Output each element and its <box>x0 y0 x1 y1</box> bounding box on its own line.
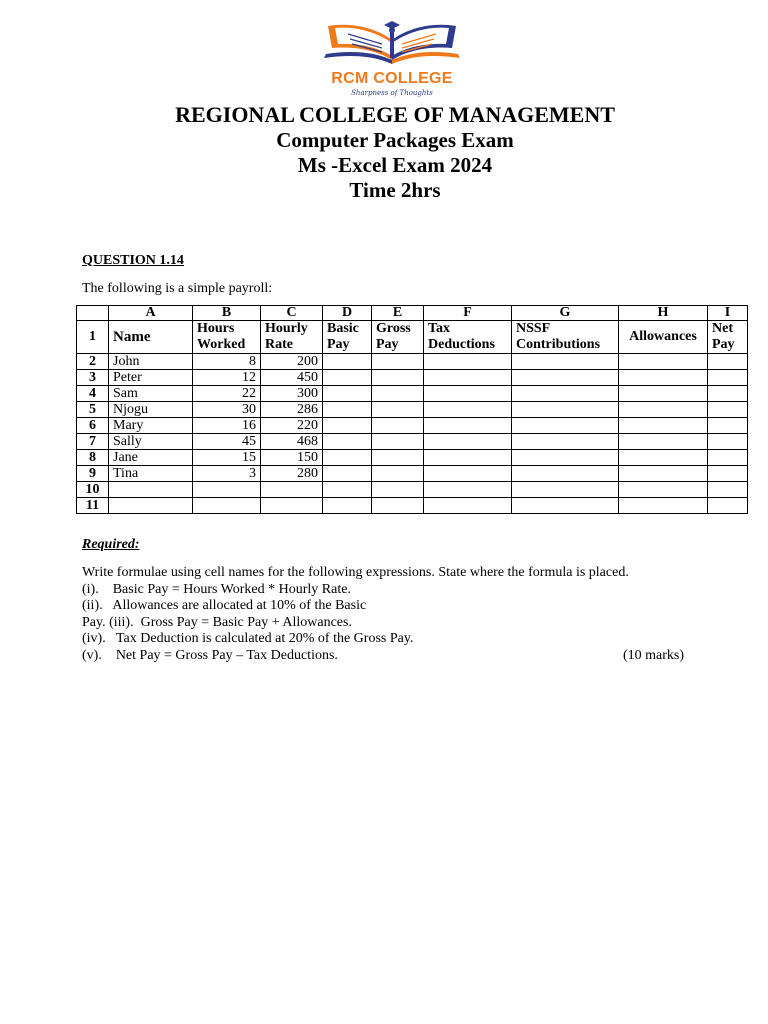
empty-cell <box>708 386 748 402</box>
rate-cell <box>261 498 323 514</box>
instruction-item-text: (v). Net Pay = Gross Pay – Tax Deductions. <box>82 647 338 663</box>
hours-cell: 16 <box>193 418 261 434</box>
table-row <box>77 450 748 466</box>
empty-cell <box>323 402 372 418</box>
empty-cell <box>619 482 708 498</box>
column-header: Net Pay <box>708 321 748 354</box>
instruction-item: (iv). Tax Deduction is calculated at 20% of the Gross Pay. <box>82 631 414 646</box>
table-row <box>77 498 748 514</box>
marks-label: (10 marks) <box>622 647 684 663</box>
instructions-lead: Write formulae using cell names for the following expressions. State where the formula is placed. <box>82 565 629 580</box>
empty-cell <box>512 402 619 418</box>
empty-cell <box>372 466 424 482</box>
table-row <box>77 482 748 498</box>
empty-cell <box>708 466 748 482</box>
row-number: 11 <box>77 498 109 514</box>
column-letter: I <box>708 306 748 321</box>
rate-cell: 220 <box>261 418 323 434</box>
table-row <box>77 354 748 370</box>
empty-cell <box>619 402 708 418</box>
empty-cell <box>512 434 619 450</box>
rate-cell: 300 <box>261 386 323 402</box>
empty-cell <box>619 434 708 450</box>
table-row <box>77 466 748 482</box>
empty-cell <box>619 466 708 482</box>
name-cell: John <box>109 354 193 370</box>
table-row <box>77 370 748 386</box>
rate-cell: 286 <box>261 402 323 418</box>
row-number: 5 <box>77 402 109 418</box>
row-number: 9 <box>77 466 109 482</box>
empty-cell <box>619 418 708 434</box>
table-row <box>77 386 748 402</box>
rate-cell <box>261 482 323 498</box>
empty-cell <box>512 450 619 466</box>
empty-cell <box>323 370 372 386</box>
header-row <box>77 321 748 354</box>
row-number: 2 <box>77 354 109 370</box>
column-header: Gross Pay <box>372 321 424 354</box>
payroll-rows <box>77 354 748 514</box>
name-cell: Njogu <box>109 402 193 418</box>
row-number: 10 <box>77 482 109 498</box>
empty-cell <box>512 466 619 482</box>
instruction-item: Pay. (iii). Gross Pay = Basic Pay + Allowances. <box>82 614 352 630</box>
exam-title: Ms -Excel Exam 2024 <box>297 153 493 177</box>
table-row <box>77 434 748 450</box>
row-number: 1 <box>77 321 109 354</box>
question-intro: The following is a simple payroll: <box>82 281 273 296</box>
course-title: Computer Packages Exam <box>276 128 514 152</box>
empty-cell <box>512 386 619 402</box>
logo-text: RCM COLLEGE <box>331 70 453 87</box>
empty-cell <box>372 386 424 402</box>
exam-header <box>0 102 768 203</box>
empty-cell <box>708 370 748 386</box>
row-number: 6 <box>77 418 109 434</box>
name-cell: Jane <box>109 450 193 466</box>
name-cell: Sally <box>109 434 193 450</box>
logo-tagline: Sharpness of Thoughts <box>351 89 433 97</box>
empty-cell <box>323 466 372 482</box>
question-label: QUESTION 1.14 <box>82 253 184 268</box>
empty-cell <box>323 498 372 514</box>
row-number: 3 <box>77 370 109 386</box>
row-number: 8 <box>77 450 109 466</box>
column-header: Hours Worked <box>193 321 261 354</box>
rate-cell: 468 <box>261 434 323 450</box>
corner-cell <box>77 306 109 321</box>
empty-cell <box>512 498 619 514</box>
hours-cell: 45 <box>193 434 261 450</box>
empty-cell <box>424 370 512 386</box>
empty-cell <box>372 418 424 434</box>
empty-cell <box>619 386 708 402</box>
column-letter: B <box>193 306 261 321</box>
name-cell: Tina <box>109 466 193 482</box>
column-letter: E <box>372 306 424 321</box>
empty-cell <box>323 386 372 402</box>
empty-cell <box>619 354 708 370</box>
empty-cell <box>512 418 619 434</box>
empty-cell <box>619 498 708 514</box>
empty-cell <box>372 498 424 514</box>
hours-cell: 3 <box>193 466 261 482</box>
empty-cell <box>372 434 424 450</box>
column-letter: H <box>619 306 708 321</box>
empty-cell <box>372 482 424 498</box>
empty-cell <box>708 482 748 498</box>
empty-cell <box>619 450 708 466</box>
hours-cell: 8 <box>193 354 261 370</box>
college-title: REGIONAL COLLEGE OF MANAGEMENT <box>175 102 615 127</box>
hours-cell <box>193 498 261 514</box>
empty-cell <box>708 498 748 514</box>
empty-cell <box>424 418 512 434</box>
empty-cell <box>424 482 512 498</box>
column-letter: F <box>424 306 512 321</box>
empty-cell <box>323 418 372 434</box>
empty-cell <box>424 402 512 418</box>
hours-cell: 12 <box>193 370 261 386</box>
empty-cell <box>424 386 512 402</box>
hours-cell: 15 <box>193 450 261 466</box>
empty-cell <box>323 434 372 450</box>
rate-cell: 280 <box>261 466 323 482</box>
name-cell: Mary <box>109 418 193 434</box>
column-header: Hourly Rate <box>261 321 323 354</box>
empty-cell <box>323 354 372 370</box>
empty-cell <box>323 450 372 466</box>
payroll-table <box>76 305 748 514</box>
empty-cell <box>424 466 512 482</box>
column-header: Basic Pay <box>323 321 372 354</box>
required-label: Required: <box>82 537 140 552</box>
instructions <box>82 565 692 664</box>
empty-cell <box>424 498 512 514</box>
empty-cell <box>424 450 512 466</box>
column-header: Tax Deductions <box>424 321 512 354</box>
table-row <box>77 402 748 418</box>
empty-cell <box>372 402 424 418</box>
name-cell: Peter <box>109 370 193 386</box>
empty-cell <box>323 482 372 498</box>
empty-cell <box>708 450 748 466</box>
empty-cell <box>512 370 619 386</box>
rate-cell: 150 <box>261 450 323 466</box>
empty-cell <box>512 482 619 498</box>
rate-cell: 450 <box>261 370 323 386</box>
column-letter: C <box>261 306 323 321</box>
column-letter: D <box>323 306 372 321</box>
empty-cell <box>372 370 424 386</box>
column-letter: A <box>109 306 193 321</box>
column-header: NSSF Contributions <box>512 321 619 354</box>
row-number: 7 <box>77 434 109 450</box>
hours-cell: 30 <box>193 402 261 418</box>
instruction-item: (ii). Allowances are allocated at 10% of the Basic <box>82 598 367 613</box>
name-cell <box>109 498 193 514</box>
exam-time: Time 2hrs <box>349 178 441 202</box>
empty-cell <box>424 434 512 450</box>
column-letter: G <box>512 306 619 321</box>
empty-cell <box>512 354 619 370</box>
hours-cell <box>193 482 261 498</box>
row-number: 4 <box>77 386 109 402</box>
instruction-item: (i). Basic Pay = Hours Worked * Hourly Rate. <box>82 581 351 597</box>
empty-cell <box>619 370 708 386</box>
empty-cell <box>372 450 424 466</box>
rate-cell: 200 <box>261 354 323 370</box>
open-book-icon <box>318 16 466 70</box>
empty-cell <box>424 354 512 370</box>
column-header: Allowances <box>619 321 708 354</box>
empty-cell <box>372 354 424 370</box>
empty-cell <box>708 418 748 434</box>
instruction-item <box>82 648 692 665</box>
empty-cell <box>708 402 748 418</box>
hours-cell: 22 <box>193 386 261 402</box>
empty-cell <box>708 434 748 450</box>
column-header: Name <box>109 321 193 354</box>
table-row <box>77 418 748 434</box>
name-cell: Sam <box>109 386 193 402</box>
college-logo <box>318 16 466 100</box>
name-cell <box>109 482 193 498</box>
empty-cell <box>708 354 748 370</box>
column-letter-row <box>77 306 748 321</box>
